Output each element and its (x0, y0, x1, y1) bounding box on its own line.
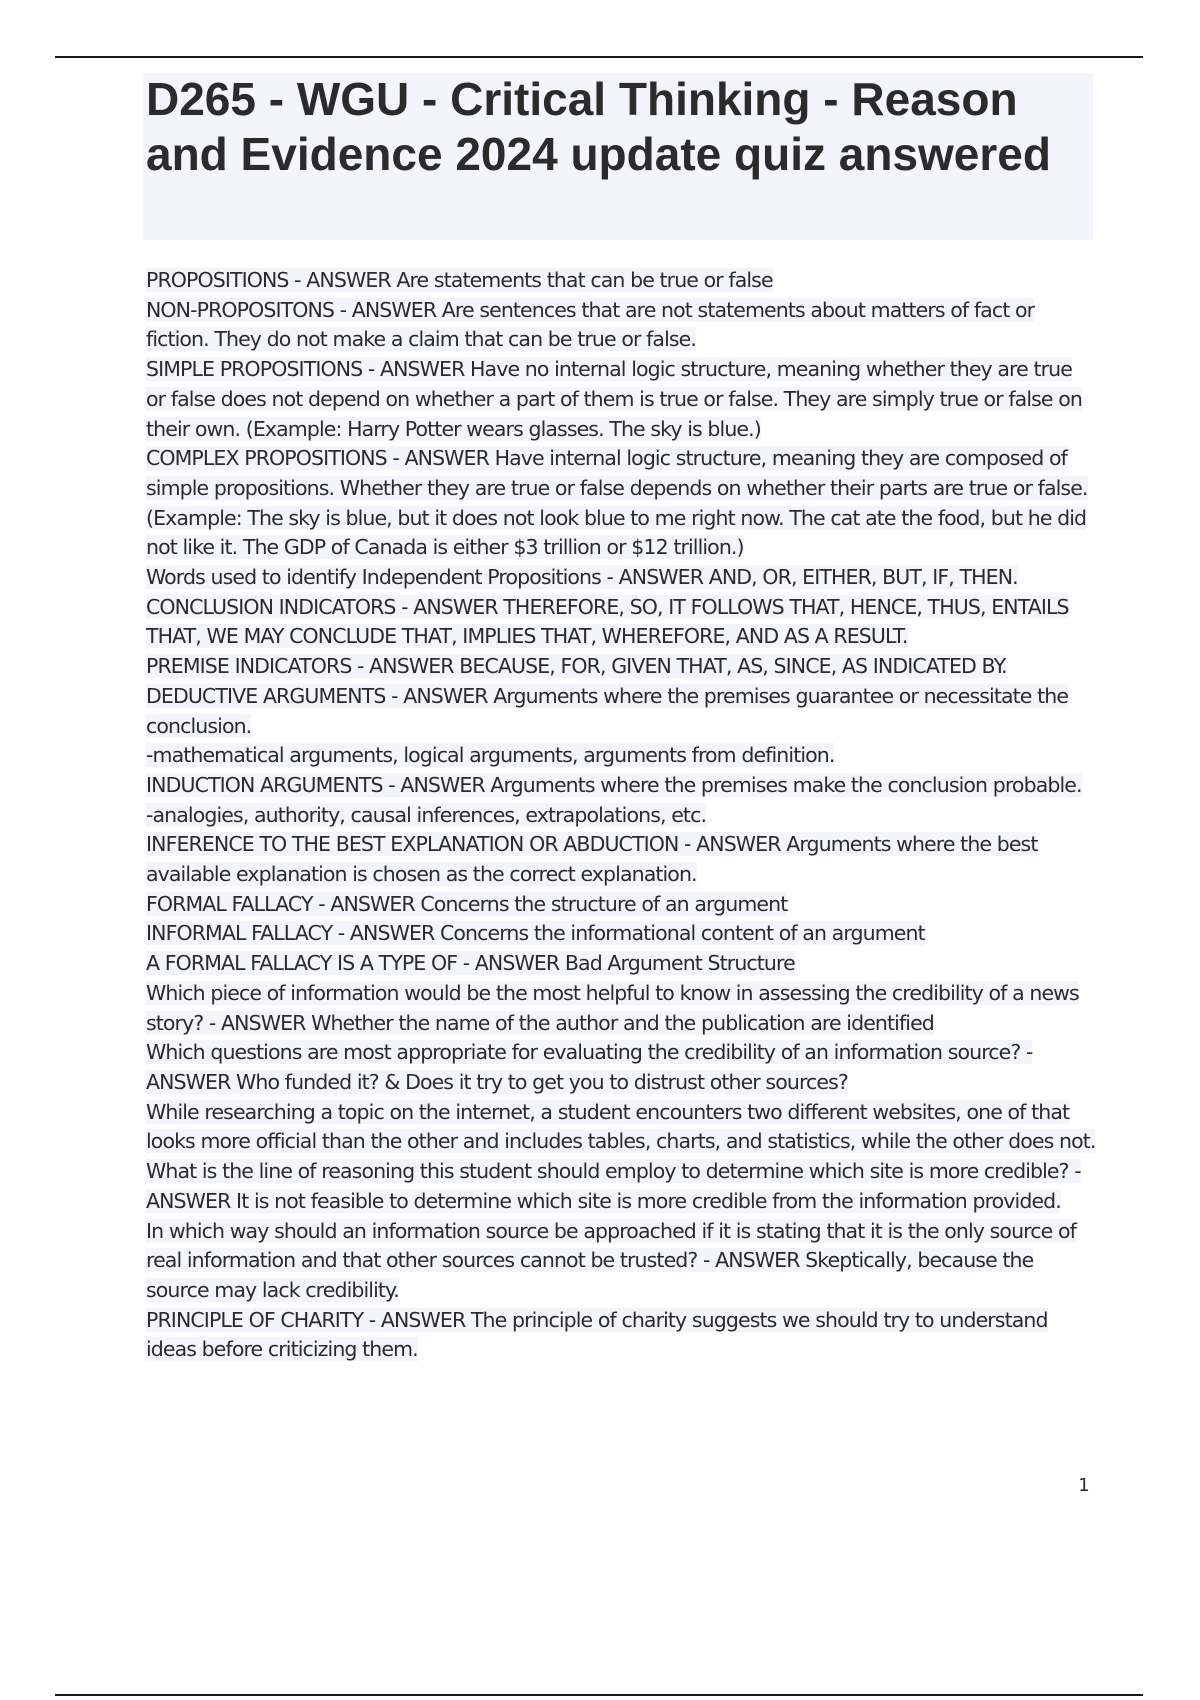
qa-entry: SIMPLE PROPOSITIONS - ANSWER Have no internal logic structure, meaning whether they are true or false does not depend on whether a part of them is true or false. They are simply true or false on their own. (Example: Harry Potter wears glasses. The sky is blue.) (146, 357, 1082, 441)
document-title: D265 - WGU - Critical Thinking - Reason and Evidence 2024 update quiz answered (146, 73, 1051, 180)
qa-entry: Words used to identify Independent Propositions - ANSWER AND, OR, EITHER, BUT, IF, THEN. (146, 565, 1018, 590)
qa-entry: PROPOSITIONS - ANSWER Are statements that can be true or false (146, 268, 773, 292)
document-body (146, 266, 1096, 1365)
qa-entry: CONCLUSION INDICATORS - ANSWER THEREFORE, SO, IT FOLLOWS THAT, HENCE, THUS, ENTAILS THAT, WE MAY CONCLUDE THAT, IMPLIES THAT, WHEREFORE, AND AS A RESULT. (146, 594, 1069, 649)
qa-entry: Which piece of information would be the most helpful to know in assessing the credibility of a news story? - ANSWER Whether the name of the author and the publication are identified (146, 980, 1079, 1035)
qa-entry: What is the line of reasoning this student should employ to determine which site is more credible? - ANSWER It is not feasible to determine which site is more credible from the information provided. (146, 1159, 1081, 1213)
qa-entry: NON-PROPOSITONS - ANSWER Are sentences that are not statements about matters of fact or fiction. They do not make a claim that can be true or false. (146, 297, 1035, 352)
page-top-rule (55, 56, 1143, 58)
qa-entry: FORMAL FALLACY - ANSWER Concerns the structure of an argument (146, 891, 788, 916)
qa-entry: INDUCTION ARGUMENTS - ANSWER Arguments where the premises make the conclusion probable. (146, 772, 1082, 797)
qa-entry: PRINCIPLE OF CHARITY - ANSWER The principle of charity suggests we should try to understand ideas before criticizing them. (146, 1307, 1048, 1362)
qa-entry: PREMISE INDICATORS - ANSWER BECAUSE, FOR, GIVEN THAT, AS, SINCE, AS INDICATED BY. (146, 654, 1007, 679)
qa-entry: In which way should an information source be approached if it is stating that it is the only source of real information and that other sources cannot be trusted? - ANSWER Skeptically, because the source may lack credibility. (146, 1218, 1076, 1302)
page-number: 1 (1078, 1475, 1090, 1496)
qa-entry: COMPLEX PROPOSITIONS - ANSWER Have internal logic structure, meaning they are composed of simple propositions. Whether they are true or false depends on whether their parts are true or false. (Example: The sky is blue, but it does not look blue to me right now. The cat ate the food, but he did not like it. The GDP of Canada is either $3 trillion or $12 trillion.) (146, 446, 1088, 560)
qa-entry: -analogies, authority, causal inferences, extrapolations, etc. (146, 802, 707, 827)
qa-entry: INFERENCE TO THE BEST EXPLANATION OR ABDUCTION - ANSWER Arguments where the best available explanation is chosen as the correct explanation. (146, 832, 1038, 887)
qa-entry: DEDUCTIVE ARGUMENTS - ANSWER Arguments where the premises guarantee or necessitate the conclusion. (146, 683, 1069, 738)
page-bottom-rule (55, 1694, 1143, 1696)
qa-entry: -mathematical arguments, logical arguments, arguments from definition. (146, 743, 835, 768)
qa-entry: While researching a topic on the internet, a student encounters two different websites, one of that looks more official than the other and includes tables, charts, and statistics, while the other does not. (146, 1099, 1096, 1154)
qa-entry: Which questions are most appropriate for evaluating the credibility of an information source? - ANSWER Who funded it? & Does it try to get you to distrust other sources? (146, 1040, 1033, 1094)
qa-entry: INFORMAL FALLACY - ANSWER Concerns the informational content of an argument (146, 921, 925, 946)
qa-entry: A FORMAL FALLACY IS A TYPE OF - ANSWER Bad Argument Structure (146, 951, 795, 976)
